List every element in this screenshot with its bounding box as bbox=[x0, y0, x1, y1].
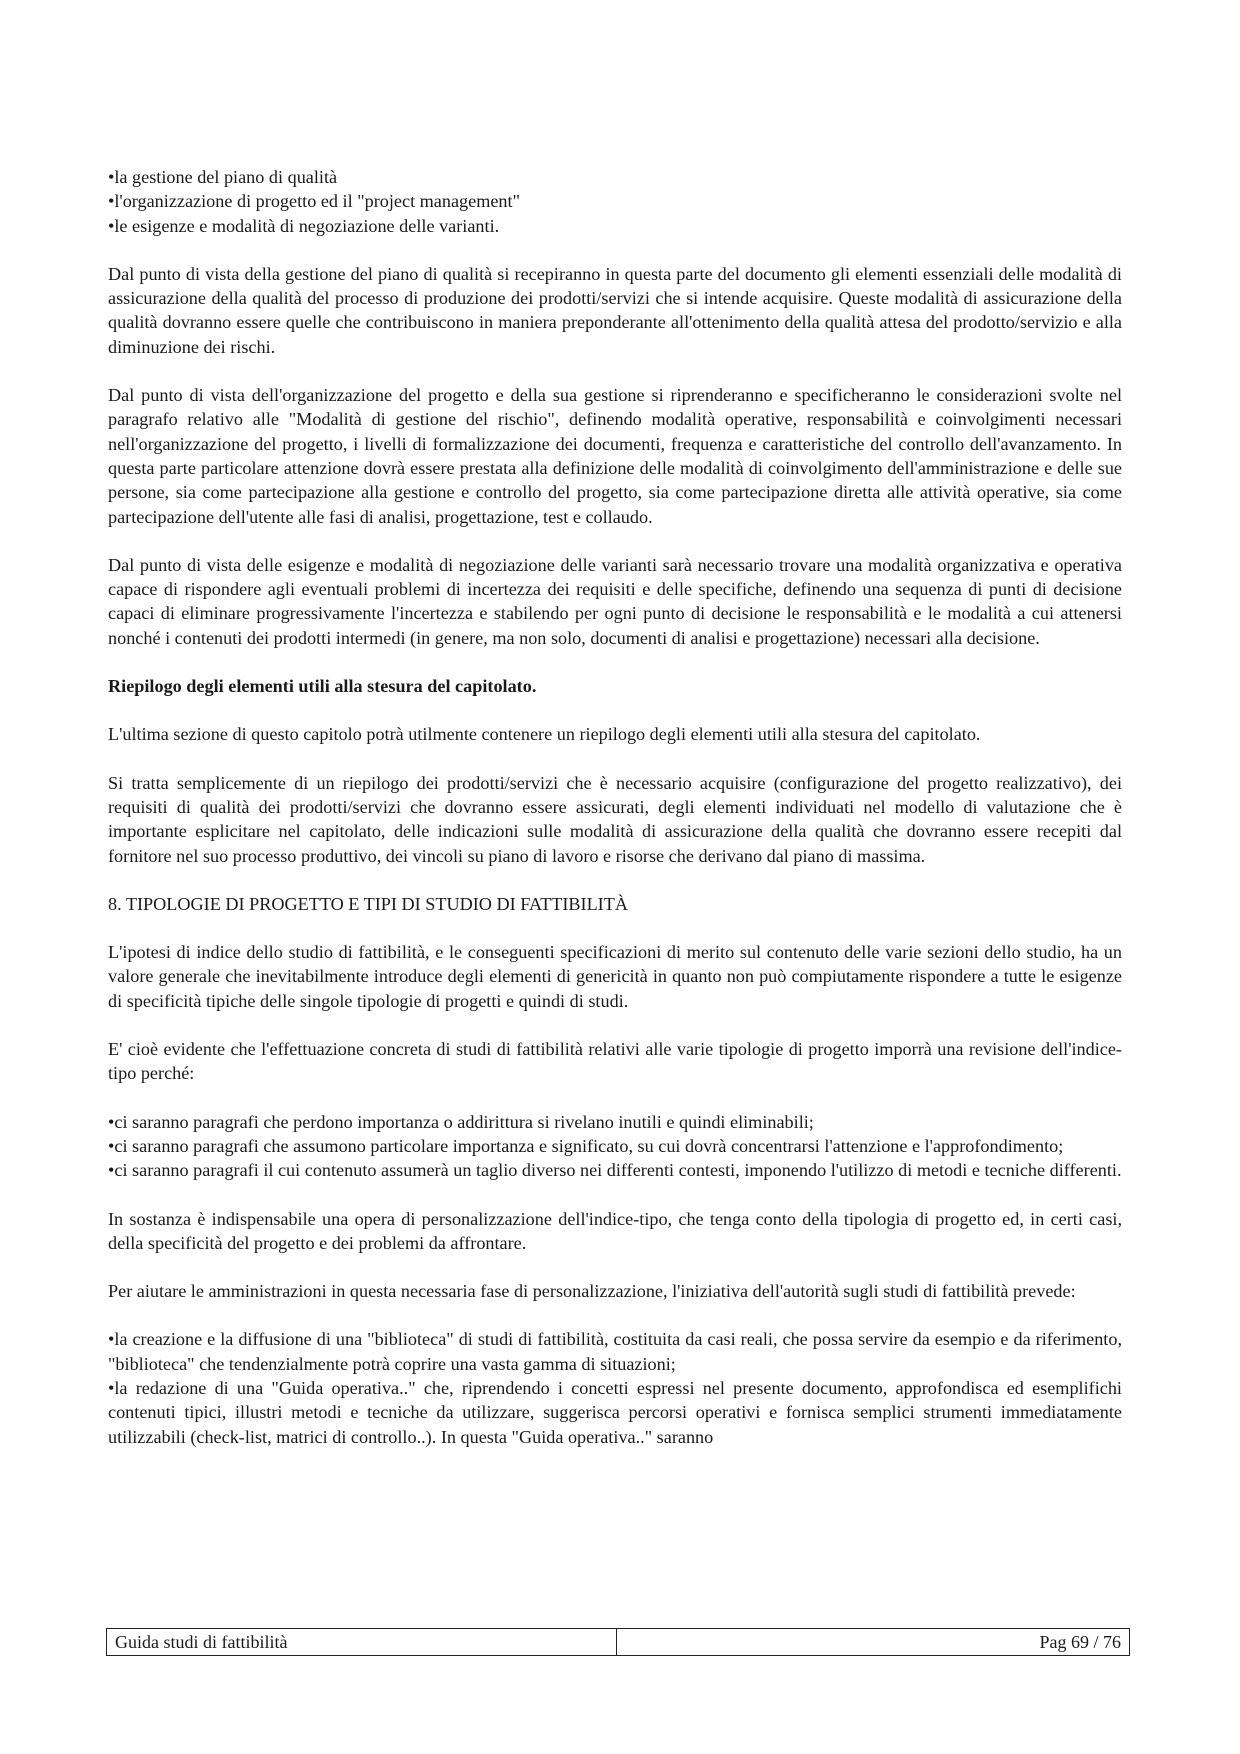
paragraph-index-hypothesis: L'ipotesi di indice dello studio di fattibilità, e le conseguenti specificazioni di merito sul contenuto delle varie sezioni dello studio, ha un valore generale che inevitabilmente introduce degli elementi di genericità in quanto non può compiutamente rispondere a tutte le esigenze di specificità tipiche delle singole tipologie di progetti e quindi di studi. bbox=[108, 942, 1122, 1011]
footer-page-number: Pag 69 / 76 bbox=[1039, 1632, 1121, 1652]
bullet-item: •la redazione di una "Guida operativa.." che, riprendendo i concetti espressi nel presente documento, approfondisca ed esemplifichi contenuti tipici, illustri metodi e tecniche da utilizzare, suggerisca percorsi operativi e fornisca semplici strumenti immediatamente utilizzabili (check-list, matrici di controllo..). In questa "Guida operativa.." saranno bbox=[108, 1377, 1122, 1447]
paragraph-index-revision: E' cioè evidente che l'effettuazione concreta di studi di fattibilità relativi alle varie tipologie di progetto imporrà una revisione dell'indice-tipo perché: bbox=[108, 1039, 1122, 1084]
bullet-item: •ci saranno paragrafi che assumono particolare importanza e significato, su cui dovrà concentrarsi l'attenzione e l'approfondimento; bbox=[108, 1135, 1064, 1156]
paragraph-summary-intro: L'ultima sezione di questo capitolo potrà utilmente contenere un riepilogo degli elementi utili alla stesura del capitolato. bbox=[108, 724, 981, 745]
bullet-item: •ci saranno paragrafi che perdono importanza o addirittura si rivelano inutili e quindi eliminabili; bbox=[108, 1111, 814, 1132]
paragraph-summary-detail: Si tratta semplicemente di un riepilogo dei prodotti/servizi che è necessario acquisire (configurazione del progetto realizzativo), dei requisiti di qualità dei prodotti/servizi che dovranno essere assicurati, degli elementi individuati nel modello di valutazione che è importante esplicitare nel capitolato, delle indicazioni sulle modalità di assicurazione della qualità che dovranno essere recepiti dal fornitore nel suo processo produttivo, dei vincoli su piano di lavoro e risorse che derivano dal piano di massima. bbox=[108, 772, 1122, 866]
bullet-item: •la gestione del piano di qualità bbox=[108, 167, 338, 187]
page-footer bbox=[106, 1628, 1130, 1656]
paragraph-quality-plan: Dal punto di vista della gestione del piano di qualità si recepiranno in questa parte del documento gli elementi essenziali delle modalità di assicurazione della qualità del processo di produzione dei prodotti/servizi che si intende acquisire. Queste modalità di assicurazione della qualità dovranno essere quelle che contribuiscono in maniera preponderante all'ottenimento della qualità attesa del prodotto/servizio e alla diminuzione dei rischi. bbox=[108, 263, 1122, 357]
final-bullet-list bbox=[108, 1327, 1122, 1448]
paragraph-variants-negotiation: Dal punto di vista delle esigenze e modalità di negoziazione delle varianti sarà necessario trovare una modalità organizzativa e operativa capace di rispondere agli eventuali problemi di incertezza dei requisiti e delle specifiche, definendo una sequenza di punti di decisione capaci di eliminare progressivamente l'incertezza e stabilendo per ogni punto di decisione le responsabilità e le modalità a cui attenersi nonché i contenuti dei prodotti intermedi (in genere, ma non solo, documenti di analisi e progettazione) necessari alla decisione. bbox=[108, 554, 1122, 648]
bullet-item: •la creazione e la diffusione di una "biblioteca" di studi di fattibilità, costituita da casi reali, che possa servire da esempio e da riferimento, "biblioteca" che tendenzialmente potrà coprire una vasta gamma di situazioni; bbox=[108, 1329, 1122, 1374]
section-title: 8. TIPOLOGIE DI PROGETTO E TIPI DI STUDIO DI FATTIBILITÀ bbox=[108, 893, 628, 914]
paragraph-customization: In sostanza è indispensabile una opera di personalizzazione dell'indice-tipo, che tenga conto della tipologia di progetto ed, in certi casi, della specificità del progetto e dei problemi da affrontare. bbox=[108, 1208, 1122, 1253]
paragraph-initiative: Per aiutare le amministrazioni in questa necessaria fase di personalizzazione, l'iniziativa dell'autorità sugli studi di fattibilità prevede: bbox=[108, 1281, 1076, 1302]
review-bullet-list bbox=[108, 1110, 1122, 1183]
bullet-item: •le esigenze e modalità di negoziazione delle varianti. bbox=[108, 215, 500, 236]
paragraph-project-organization: Dal punto di vista dell'organizzazione del progetto e della sua gestione si riprenderanno e specificheranno le considerazioni svolte nel paragrafo relativo alle "Modalità di gestione del rischio", definendo modalità operative, responsabilità e coinvolgimenti necessari nell'organizzazione del progetto, i livelli di formalizzazione dei documenti, frequenza e caratteristiche del controllo dell'avanzamento. In questa parte particolare attenzione dovrà essere prestata alla definizione delle modalità di coinvolgimento dell'amministrazione e delle sue persone, sia come partecipazione alla gestione e controllo del progetto, sia come partecipazione diretta alle attività operative, sia come partecipazione dell'utente alle fasi di analisi, progettazione, test e collaudo. bbox=[108, 385, 1122, 527]
summary-heading: Riepilogo degli elementi utili alla stesura del capitolato. bbox=[108, 676, 537, 697]
bullet-item: •ci saranno paragrafi il cui contenuto assumerà un taglio diverso nei differenti contesti, imponendo l'utilizzo di metodi e tecniche differenti. bbox=[108, 1160, 1122, 1181]
document-body bbox=[108, 165, 1122, 1449]
footer-document-title: Guida studi di fattibilità bbox=[107, 1629, 617, 1655]
intro-bullet-list bbox=[108, 165, 1122, 238]
bullet-item: •l'organizzazione di progetto ed il "project management" bbox=[108, 191, 521, 212]
